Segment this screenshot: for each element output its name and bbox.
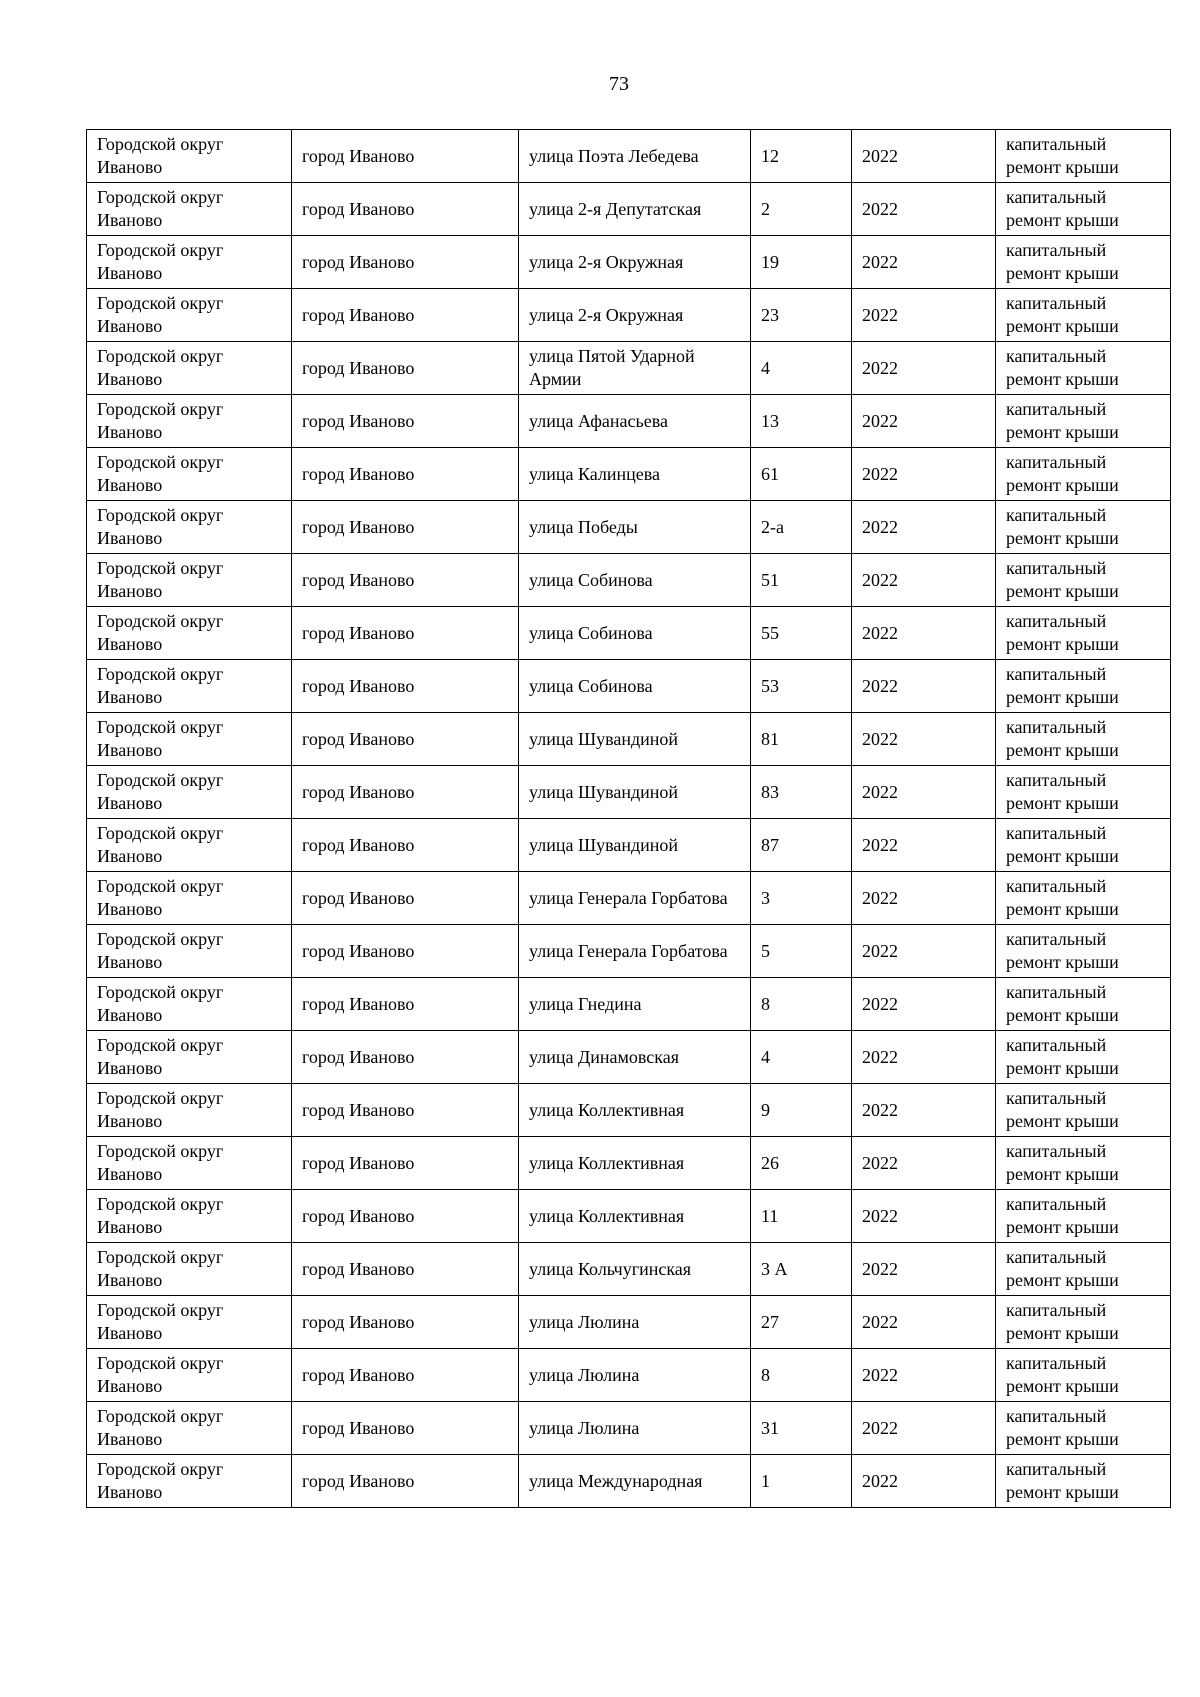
cell-work-type: капитальный ремонт крыши (996, 1296, 1171, 1349)
cell-work-type: капитальный ремонт крыши (996, 1349, 1171, 1402)
cell-city: город Иваново (292, 342, 519, 395)
cell-city: город Иваново (292, 713, 519, 766)
cell-work-type: капитальный ремонт крыши (996, 1031, 1171, 1084)
cell-city: город Иваново (292, 1455, 519, 1508)
table-row (87, 925, 1171, 978)
cell-work-type: капитальный ремонт крыши (996, 1137, 1171, 1190)
cell-work-type: капитальный ремонт крыши (996, 1190, 1171, 1243)
cell-year: 2022 (852, 1455, 996, 1508)
cell-year: 2022 (852, 1296, 996, 1349)
cell-district: Городской округ Иваново (87, 660, 292, 713)
table-row (87, 1296, 1171, 1349)
table-row (87, 1031, 1171, 1084)
cell-district: Городской округ Иваново (87, 395, 292, 448)
cell-city: город Иваново (292, 1349, 519, 1402)
cell-street: улица Пятой Ударной Армии (519, 342, 751, 395)
cell-year: 2022 (852, 1137, 996, 1190)
cell-work-type: капитальный ремонт крыши (996, 978, 1171, 1031)
cell-work-type: капитальный ремонт крыши (996, 395, 1171, 448)
table-row (87, 766, 1171, 819)
cell-street: улица Собинова (519, 607, 751, 660)
table-row (87, 872, 1171, 925)
cell-street: улица Коллективная (519, 1137, 751, 1190)
cell-city: город Иваново (292, 183, 519, 236)
cell-street: улица Люлина (519, 1349, 751, 1402)
cell-city: город Иваново (292, 395, 519, 448)
registry-table (86, 129, 1171, 1508)
cell-house-number: 2 (751, 183, 852, 236)
cell-work-type: капитальный ремонт крыши (996, 236, 1171, 289)
cell-house-number: 8 (751, 1349, 852, 1402)
table-row (87, 395, 1171, 448)
cell-year: 2022 (852, 554, 996, 607)
cell-street: улица Кольчугинская (519, 1243, 751, 1296)
table-row (87, 1243, 1171, 1296)
cell-work-type: капитальный ремонт крыши (996, 1084, 1171, 1137)
cell-house-number: 3 А (751, 1243, 852, 1296)
table-row (87, 713, 1171, 766)
cell-year: 2022 (852, 766, 996, 819)
cell-house-number: 87 (751, 819, 852, 872)
cell-city: город Иваново (292, 1190, 519, 1243)
cell-city: город Иваново (292, 448, 519, 501)
cell-house-number: 83 (751, 766, 852, 819)
cell-house-number: 1 (751, 1455, 852, 1508)
cell-street: улица Международная (519, 1455, 751, 1508)
cell-district: Городской округ Иваново (87, 766, 292, 819)
cell-street: улица Афанасьева (519, 395, 751, 448)
cell-house-number: 55 (751, 607, 852, 660)
cell-year: 2022 (852, 1031, 996, 1084)
cell-work-type: капитальный ремонт крыши (996, 448, 1171, 501)
cell-house-number: 9 (751, 1084, 852, 1137)
cell-district: Городской округ Иваново (87, 607, 292, 660)
cell-city: город Иваново (292, 130, 519, 183)
cell-district: Городской округ Иваново (87, 448, 292, 501)
cell-district: Городской округ Иваново (87, 1084, 292, 1137)
cell-year: 2022 (852, 819, 996, 872)
table-row (87, 448, 1171, 501)
table-row (87, 1349, 1171, 1402)
table-row (87, 342, 1171, 395)
cell-house-number: 4 (751, 1031, 852, 1084)
cell-street: улица Генерала Горбатова (519, 872, 751, 925)
cell-district: Городской округ Иваново (87, 1243, 292, 1296)
cell-year: 2022 (852, 1402, 996, 1455)
cell-work-type: капитальный ремонт крыши (996, 289, 1171, 342)
cell-street: улица Коллективная (519, 1190, 751, 1243)
cell-city: город Иваново (292, 1402, 519, 1455)
cell-work-type: капитальный ремонт крыши (996, 554, 1171, 607)
cell-city: город Иваново (292, 1243, 519, 1296)
cell-house-number: 51 (751, 554, 852, 607)
cell-city: город Иваново (292, 819, 519, 872)
table-row (87, 501, 1171, 554)
cell-district: Городской округ Иваново (87, 1455, 292, 1508)
table-row (87, 236, 1171, 289)
cell-street: улица Шувандиной (519, 713, 751, 766)
cell-house-number: 31 (751, 1402, 852, 1455)
cell-district: Городской округ Иваново (87, 183, 292, 236)
cell-district: Городской округ Иваново (87, 501, 292, 554)
cell-work-type: капитальный ремонт крыши (996, 766, 1171, 819)
cell-year: 2022 (852, 1190, 996, 1243)
cell-district: Городской округ Иваново (87, 554, 292, 607)
table-row (87, 554, 1171, 607)
cell-district: Городской округ Иваново (87, 1402, 292, 1455)
cell-house-number: 8 (751, 978, 852, 1031)
registry-table-body (87, 130, 1171, 1508)
cell-year: 2022 (852, 448, 996, 501)
cell-year: 2022 (852, 236, 996, 289)
cell-house-number: 26 (751, 1137, 852, 1190)
cell-house-number: 4 (751, 342, 852, 395)
cell-district: Городской округ Иваново (87, 1349, 292, 1402)
table-row (87, 1402, 1171, 1455)
cell-street: улица Собинова (519, 660, 751, 713)
cell-year: 2022 (852, 1243, 996, 1296)
cell-year: 2022 (852, 978, 996, 1031)
cell-year: 2022 (852, 872, 996, 925)
cell-district: Городской округ Иваново (87, 978, 292, 1031)
cell-house-number: 11 (751, 1190, 852, 1243)
cell-year: 2022 (852, 713, 996, 766)
cell-work-type: капитальный ремонт крыши (996, 660, 1171, 713)
cell-work-type: капитальный ремонт крыши (996, 342, 1171, 395)
cell-street: улица Калинцева (519, 448, 751, 501)
cell-work-type: капитальный ремонт крыши (996, 183, 1171, 236)
cell-house-number: 2-а (751, 501, 852, 554)
cell-street: улица Коллективная (519, 1084, 751, 1137)
cell-city: город Иваново (292, 766, 519, 819)
cell-work-type: капитальный ремонт крыши (996, 925, 1171, 978)
table-row (87, 660, 1171, 713)
cell-district: Городской округ Иваново (87, 1190, 292, 1243)
cell-year: 2022 (852, 183, 996, 236)
cell-work-type: капитальный ремонт крыши (996, 819, 1171, 872)
cell-city: город Иваново (292, 872, 519, 925)
cell-city: город Иваново (292, 978, 519, 1031)
cell-city: город Иваново (292, 607, 519, 660)
cell-city: город Иваново (292, 236, 519, 289)
cell-district: Городской округ Иваново (87, 872, 292, 925)
cell-work-type: капитальный ремонт крыши (996, 1455, 1171, 1508)
cell-year: 2022 (852, 1349, 996, 1402)
cell-year: 2022 (852, 607, 996, 660)
table-row (87, 130, 1171, 183)
cell-street: улица 2-я Окружная (519, 236, 751, 289)
cell-house-number: 53 (751, 660, 852, 713)
cell-work-type: капитальный ремонт крыши (996, 1402, 1171, 1455)
cell-city: город Иваново (292, 1296, 519, 1349)
cell-street: улица Победы (519, 501, 751, 554)
cell-year: 2022 (852, 660, 996, 713)
cell-district: Городской округ Иваново (87, 1296, 292, 1349)
cell-work-type: капитальный ремонт крыши (996, 872, 1171, 925)
cell-street: улица 2-я Депутатская (519, 183, 751, 236)
table-row (87, 607, 1171, 660)
cell-year: 2022 (852, 130, 996, 183)
cell-year: 2022 (852, 925, 996, 978)
cell-house-number: 81 (751, 713, 852, 766)
cell-district: Городской округ Иваново (87, 925, 292, 978)
cell-district: Городской округ Иваново (87, 713, 292, 766)
table-row (87, 183, 1171, 236)
cell-house-number: 23 (751, 289, 852, 342)
cell-work-type: капитальный ремонт крыши (996, 713, 1171, 766)
cell-city: город Иваново (292, 289, 519, 342)
cell-street: улица Гнедина (519, 978, 751, 1031)
table-row (87, 1455, 1171, 1508)
cell-district: Городской округ Иваново (87, 1031, 292, 1084)
cell-street: улица Поэта Лебедева (519, 130, 751, 183)
cell-street: улица Собинова (519, 554, 751, 607)
cell-year: 2022 (852, 501, 996, 554)
cell-street: улица Шувандиной (519, 819, 751, 872)
cell-city: город Иваново (292, 660, 519, 713)
cell-city: город Иваново (292, 554, 519, 607)
cell-street: улица Генерала Горбатова (519, 925, 751, 978)
cell-house-number: 3 (751, 872, 852, 925)
cell-street: улица Динамовская (519, 1031, 751, 1084)
cell-street: улица Люлина (519, 1402, 751, 1455)
cell-city: город Иваново (292, 1137, 519, 1190)
cell-house-number: 27 (751, 1296, 852, 1349)
cell-district: Городской округ Иваново (87, 819, 292, 872)
table-row (87, 819, 1171, 872)
table-row (87, 289, 1171, 342)
cell-house-number: 13 (751, 395, 852, 448)
cell-district: Городской округ Иваново (87, 1137, 292, 1190)
cell-year: 2022 (852, 1084, 996, 1137)
cell-street: улица Люлина (519, 1296, 751, 1349)
table-row (87, 1084, 1171, 1137)
cell-year: 2022 (852, 289, 996, 342)
cell-street: улица Шувандиной (519, 766, 751, 819)
cell-city: город Иваново (292, 925, 519, 978)
cell-year: 2022 (852, 342, 996, 395)
cell-work-type: капитальный ремонт крыши (996, 501, 1171, 554)
cell-district: Городской округ Иваново (87, 236, 292, 289)
table-row (87, 978, 1171, 1031)
cell-house-number: 12 (751, 130, 852, 183)
cell-house-number: 19 (751, 236, 852, 289)
cell-house-number: 5 (751, 925, 852, 978)
cell-work-type: капитальный ремонт крыши (996, 1243, 1171, 1296)
cell-district: Городской округ Иваново (87, 130, 292, 183)
cell-work-type: капитальный ремонт крыши (996, 130, 1171, 183)
cell-street: улица 2-я Окружная (519, 289, 751, 342)
cell-city: город Иваново (292, 1084, 519, 1137)
cell-work-type: капитальный ремонт крыши (996, 607, 1171, 660)
cell-house-number: 61 (751, 448, 852, 501)
cell-district: Городской округ Иваново (87, 342, 292, 395)
cell-year: 2022 (852, 395, 996, 448)
cell-district: Городской округ Иваново (87, 289, 292, 342)
table-row (87, 1190, 1171, 1243)
cell-city: город Иваново (292, 501, 519, 554)
table-row (87, 1137, 1171, 1190)
cell-city: город Иваново (292, 1031, 519, 1084)
page-number: 73 (609, 73, 629, 95)
